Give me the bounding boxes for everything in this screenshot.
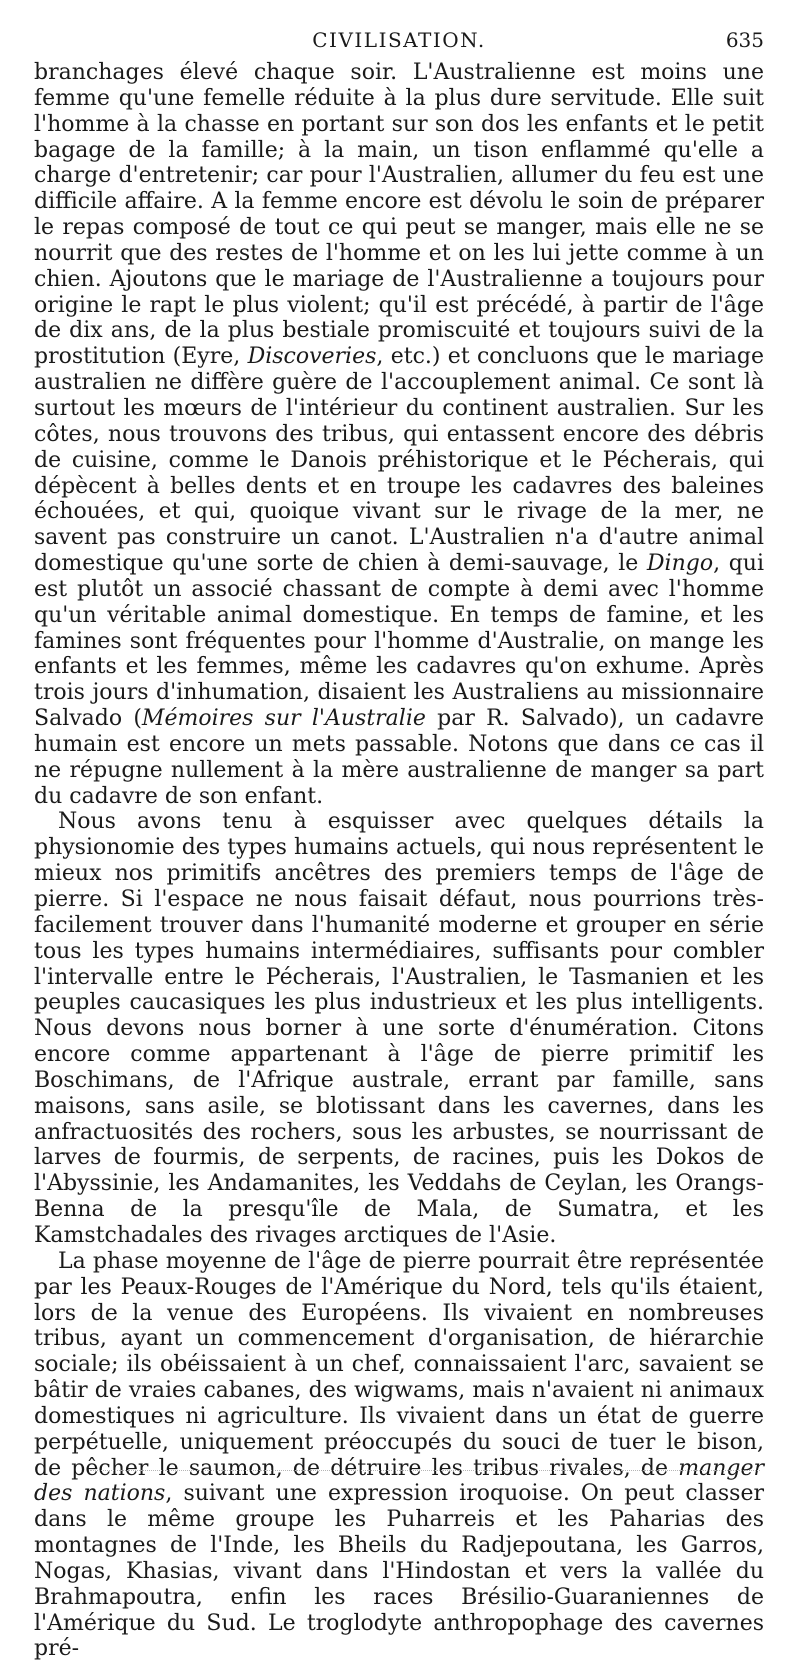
italic-text: Discoveries [247, 344, 377, 370]
paragraph [34, 60, 764, 809]
text-run: branchages élevé chaque soir. L'Australienne est moins une femme qu'une femelle réduite à la plus dure servitude. Elle suit l'homme à la chasse en portant sur son dos les enfants et le petit bagage de la famille; à la main, un tison enflammé qu'elle a charge d'entretenir; car pour l'Australien, allumer du feu est une difficile affaire. A la femme encore est dévolu le soin de préparer le repas composé de tout ce qui peut se manger, mais elle ne se nourrit que des restes de l'homme et on les lui jette comme à un chien. Ajoutons que le mariage de l'Australienne a toujours pour origine le rapt le plus violent; qu'il est précédé, à partir de l'âge de dix ans, de la plus bestiale promiscuité et toujours suivi de la prostitution (Eyre, [34, 60, 764, 370]
text-run: par R. Salvado), un cadavre humain est encore un mets passable. Notons que dans ce cas il ne répugne nullement à la mère australienne de manger sa part du cadavre de son enfant. [34, 706, 764, 809]
text-run: , etc.) et concluons que le mariage australien ne diffère guère de l'accouplement animal. Ce sont là surtout les mœurs de l'intérieur du continent australien. Sur les côtes, nous trouvons des tribus, qui entassent encore des débris de cuisine, comme le Danois préhistorique et le Pécherais, qui dépècent à belles dents et en troupe les cadavres des baleines échouées, et qui, quoique vivant sur le rivage de la mer, ne savent pas construire un canot. L'Australien n'a d'autre animal domestique qu'une sorte de chien à demi-sauvage, le [34, 344, 764, 577]
italic-text: Dingo [646, 551, 714, 577]
page-header [34, 28, 764, 58]
text-run: La phase moyenne de l'âge de pierre pourrait être représentée par les Peaux-Rouges de l'Amérique du Nord, tels qu'ils étaient, lors de la venue des Européens. Ils vivaient en nombreuses tribus, ayant un commencement d'organisation, de hiérarchie sociale; ils obéissaient à un chef, connaissaient l'arc, savaient se bâtir de vraies cabanes, des wigwams, mais n'avaient ni animaux domestiques ni agriculture. Ils vivaient dans un état de guerre perpétuelle, uniquement préoccupés du souci de tuer le bison, de pêcher le saumon, de détruire les tribus rivales, de [34, 1248, 764, 1481]
page-number: 635 [725, 28, 764, 52]
text-run: , qui est plutôt un associé chassant de compte à demi avec l'homme qu'un véritable animal domestique. En temps de famine, et les famines sont fréquentes pour l'homme d'Australie, on mange les enfants et les femmes, même les cadavres qu'on exhume. Après trois jours d'inhumation, disaient les Australiens au missionnaire Salvado ( [34, 551, 764, 732]
text-run: Nous avons tenu à esquisser avec quelques détails la physionomie des types humains actuels, qui nous représentent le mieux nos primitifs ancêtres des premiers temps de l'âge de pierre. Si l'espace ne nous faisait défaut, nous pourrions très-facilement trouver dans l'humanité moderne et grouper en série tous les types humains intermédiaires, suffisants pour combler l'intervalle entre le Pécherais, l'Australien, le Tasmanien et les peuples caucasiques les plus industrieux et les plus intelligents. Nous devons nous borner à une sorte d'énumération. Citons encore comme appartenant à l'âge de pierre primitif les Boschimans, de l'Afrique australe, errant par famille, sans maisons, sans asile, se blotissant dans les cavernes, dans les anfractuosités des rochers, sous les arbustes, se nourrissant de larves de fourmis, de serpents, de racines, puis les Dokos de l'Abyssinie, les Andamanites, les Veddahs de Ceylan, les Orangs-Benna de la presqu'île de Mala, de Sumatra, et les Kamstchadales des rivages arctiques de l'Asie. [34, 809, 764, 1248]
running-title: CIVILISATION. [312, 28, 486, 52]
paragraph [34, 1249, 764, 1662]
italic-text: Mémoires sur l'Australie [141, 706, 426, 732]
body-text [34, 60, 764, 1662]
italic-text: manger des nations [34, 1455, 764, 1507]
paragraph [34, 809, 764, 1248]
text-run: , suivant une expression iroquoise. On peut classer dans le même groupe les Puharreis et les Paharias des montagnes de l'Inde, les Bheils du Radjepoutana, les Garros, Nogas, Khasias, vivant dans l'Hindostan et vers la vallée du Brahmapoutra, enfin les races Brésilio-Guaraniennes de l'Amérique du Sud. Le troglodyte anthropophage des cavernes pré- [34, 1481, 764, 1662]
footer-rule [90, 1470, 760, 1471]
